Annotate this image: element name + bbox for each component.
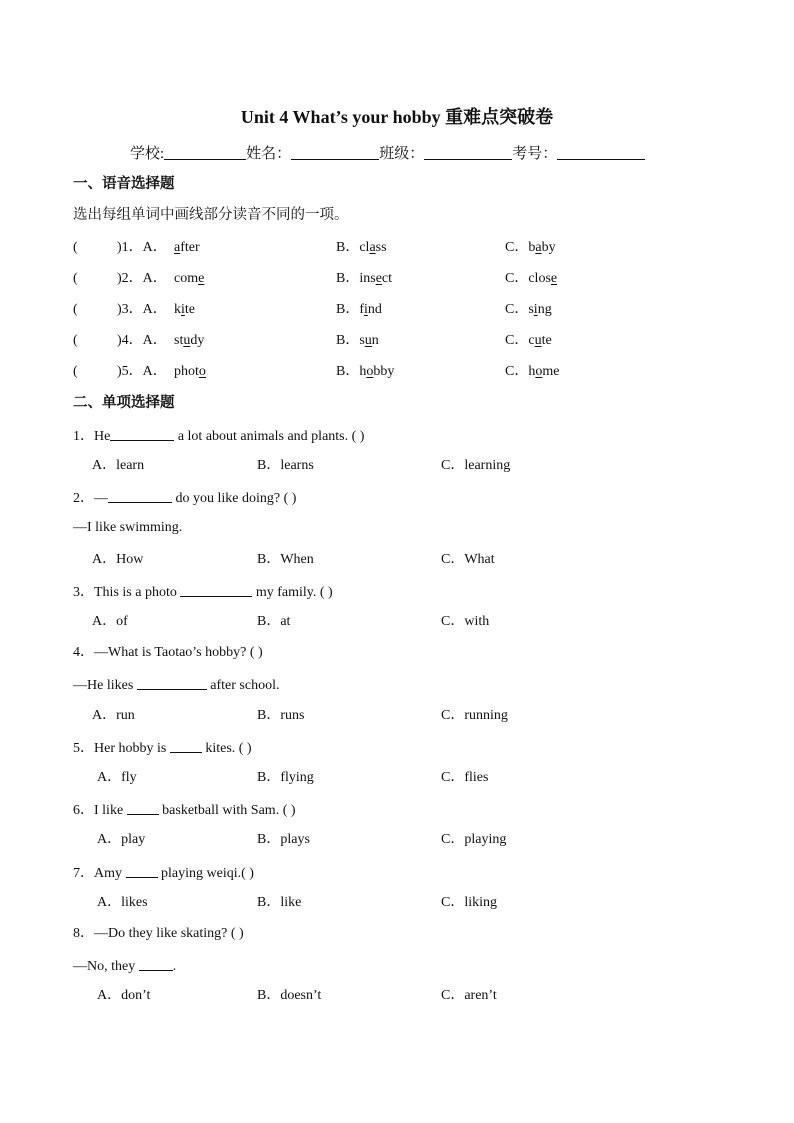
answer-blank[interactable] bbox=[126, 865, 158, 878]
option-a: come bbox=[174, 271, 205, 286]
question-7-stem: 7．Amy playing weiqi.( ) bbox=[73, 866, 254, 881]
answer-blank[interactable] bbox=[139, 958, 173, 971]
page-title: Unit 4 What’s your hobby 重难点突破卷 bbox=[240, 107, 554, 127]
question-6-option-b: B．plays bbox=[257, 832, 310, 847]
paren-open: ( bbox=[73, 364, 78, 379]
question-8-reply: —No, they . bbox=[73, 959, 177, 974]
item-number: )2．A． bbox=[117, 271, 167, 286]
class-blank[interactable] bbox=[424, 145, 512, 160]
question-6-stem: 6．I like basketball with Sam. ( ) bbox=[73, 803, 296, 818]
question-1-stem: 1．He a lot about animals and plants. ( ) bbox=[73, 429, 365, 444]
question-6-option-c: C．playing bbox=[441, 832, 507, 847]
question-7-option-c: C．liking bbox=[441, 895, 498, 910]
option-a: after bbox=[174, 240, 200, 255]
school-label: 学校: bbox=[130, 146, 165, 162]
option-a: photo bbox=[174, 364, 206, 379]
answer-blank[interactable] bbox=[170, 740, 202, 753]
question-4-option-c: C．running bbox=[441, 708, 508, 723]
school-blank[interactable] bbox=[164, 145, 246, 160]
student-info-line bbox=[130, 145, 645, 162]
item-number: )4．A． bbox=[117, 333, 167, 348]
answer-blank[interactable] bbox=[180, 584, 252, 597]
answer-blank[interactable] bbox=[110, 428, 174, 441]
name-blank[interactable] bbox=[291, 145, 379, 160]
paren-open: ( bbox=[73, 302, 78, 317]
question-5-option-c: C．flies bbox=[441, 770, 489, 785]
question-8-option-a: A．don’t bbox=[97, 988, 151, 1003]
question-8-option-c: C．aren’t bbox=[441, 988, 497, 1003]
question-3-stem: 3．This is a photo my family. ( ) bbox=[73, 585, 333, 600]
question-3-option-b: B．at bbox=[257, 614, 291, 629]
question-4-stem: 4．—What is Taotao’s hobby? ( ) bbox=[73, 645, 263, 660]
paren-open: ( bbox=[73, 240, 78, 255]
question-7-option-b: B．like bbox=[257, 895, 302, 910]
section2-heading: 二、单项选择题 bbox=[73, 395, 175, 411]
answer-blank[interactable] bbox=[137, 677, 207, 690]
question-6-option-a: A．play bbox=[97, 832, 146, 847]
section1-heading: 一、语音选择题 bbox=[73, 176, 175, 192]
paren-open: ( bbox=[73, 333, 78, 348]
option-b: B．hobby bbox=[336, 364, 395, 379]
question-2-reply: —I like swimming. bbox=[73, 520, 183, 535]
option-a: study bbox=[174, 333, 205, 348]
question-3-option-a: A．of bbox=[92, 614, 128, 629]
option-c: C．sing bbox=[505, 302, 552, 317]
option-c: C．home bbox=[505, 364, 560, 379]
section1-instruction: 选出每组单词中画线部分读音不同的一项。 bbox=[73, 207, 349, 223]
class-label: 班级： bbox=[379, 146, 425, 162]
question-4-reply: —He likes after school. bbox=[73, 678, 280, 693]
question-7-option-a: A．likes bbox=[97, 895, 148, 910]
name-label: 姓名： bbox=[246, 146, 292, 162]
item-number: )1．A． bbox=[117, 240, 167, 255]
option-b: B．insect bbox=[336, 271, 393, 286]
option-c: C．cute bbox=[505, 333, 552, 348]
question-3-option-c: C．with bbox=[441, 614, 490, 629]
question-5-option-a: A．fly bbox=[97, 770, 137, 785]
option-c: C．baby bbox=[505, 240, 556, 255]
option-b: B．class bbox=[336, 240, 387, 255]
item-number: )5．A． bbox=[117, 364, 167, 379]
question-1-option-c: C．learning bbox=[441, 458, 511, 473]
option-b: B．sun bbox=[336, 333, 379, 348]
question-5-option-b: B．flying bbox=[257, 770, 314, 785]
question-2-option-b: B．When bbox=[257, 552, 314, 567]
exam-no-blank[interactable] bbox=[557, 145, 645, 160]
question-2-stem: 2．— do you like doing? ( ) bbox=[73, 491, 297, 506]
option-a: kite bbox=[174, 302, 195, 317]
question-1-option-a: A．learn bbox=[92, 458, 145, 473]
answer-blank[interactable] bbox=[127, 802, 159, 815]
answer-blank[interactable] bbox=[108, 490, 172, 503]
question-2-option-a: A．How bbox=[92, 552, 144, 567]
option-b: B．find bbox=[336, 302, 382, 317]
exam-no-label: 考号： bbox=[512, 146, 558, 162]
paren-open: ( bbox=[73, 271, 78, 286]
item-number: )3．A． bbox=[117, 302, 167, 317]
question-8-option-b: B．doesn’t bbox=[257, 988, 322, 1003]
question-2-option-c: C．What bbox=[441, 552, 495, 567]
question-5-stem: 5．Her hobby is kites. ( ) bbox=[73, 741, 252, 756]
question-4-option-a: A．run bbox=[92, 708, 135, 723]
question-8-stem: 8．—Do they like skating? ( ) bbox=[73, 926, 244, 941]
question-1-option-b: B．learns bbox=[257, 458, 314, 473]
question-4-option-b: B．runs bbox=[257, 708, 305, 723]
option-c: C．close bbox=[505, 271, 558, 286]
